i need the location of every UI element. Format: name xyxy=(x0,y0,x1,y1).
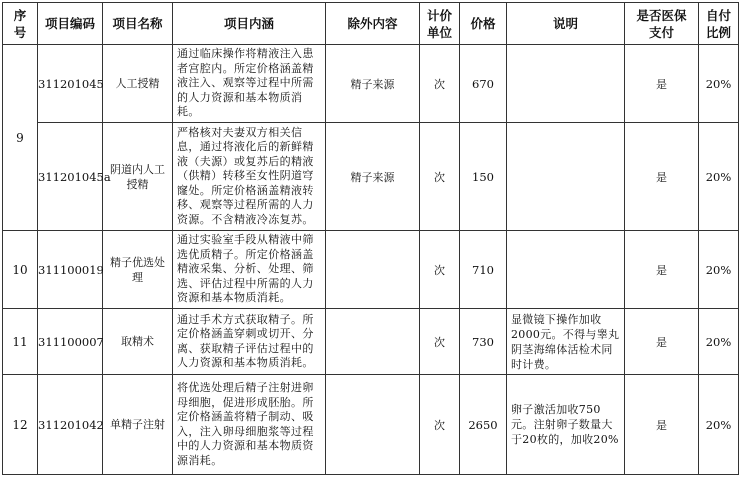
exclusions-cell: 精子来源 xyxy=(326,45,420,123)
unit-cell: 次 xyxy=(420,123,460,231)
exclusions-cell xyxy=(326,375,420,475)
price-cell: 710 xyxy=(460,231,507,309)
header-note: 说明 xyxy=(507,3,625,45)
table-row xyxy=(3,45,739,123)
header-self-pay: 自付 比例 xyxy=(699,3,739,45)
name-cell: 精子优选处理 xyxy=(103,231,173,309)
content-cell: 严格核对夫妻双方相关信息，通过将液化后的新鲜精液（夫源）或复苏后的精液（供精）转移至女性阴道穹窿处。所定价格涵盖精液转移、观察等过程所需的人力资源。不含精液冷冻复苏。 xyxy=(173,123,326,231)
self-pay-cell: 20% xyxy=(699,309,739,375)
name-cell: 单精子注射 xyxy=(103,375,173,475)
insurance-cell: 是 xyxy=(625,231,699,309)
unit-cell: 次 xyxy=(420,309,460,375)
header-name: 项目名称 xyxy=(103,3,173,45)
note-cell: 卵子激活加收750元。注射卵子数量大于20枚的，加收20% xyxy=(507,375,625,475)
seq-cell: 11 xyxy=(3,309,38,375)
table-row xyxy=(3,123,739,231)
header-row xyxy=(3,3,739,45)
code-cell: 311100007 xyxy=(38,309,103,375)
seq-cell: 9 xyxy=(3,45,38,231)
content-cell: 通过实验室手段从精液中筛选优质精子。所定价格涵盖精液采集、分析、处理、筛选、评估过程中所需的人力资源和基本物质消耗。 xyxy=(173,231,326,309)
insurance-cell: 是 xyxy=(625,45,699,123)
self-pay-cell: 20% xyxy=(699,123,739,231)
unit-cell: 次 xyxy=(420,375,460,475)
unit-cell: 次 xyxy=(420,45,460,123)
exclusions-cell: 精子来源 xyxy=(326,123,420,231)
seq-cell: 12 xyxy=(3,375,38,475)
code-cell: 311201045 xyxy=(38,45,103,123)
unit-cell: 次 xyxy=(420,231,460,309)
note-cell xyxy=(507,123,625,231)
self-pay-cell: 20% xyxy=(699,45,739,123)
code-cell: 311201042 xyxy=(38,375,103,475)
content-cell: 通过手术方式获取精子。所定价格涵盖穿刺或切开、分离、获取精子评估过程中的人力资源和基本物质消耗。 xyxy=(173,309,326,375)
insurance-cell: 是 xyxy=(625,309,699,375)
note-cell: 显微镜下操作加收2000元。不得与睾丸阴茎海绵体活检术同时计费。 xyxy=(507,309,625,375)
self-pay-cell: 20% xyxy=(699,375,739,475)
name-cell: 人工授精 xyxy=(103,45,173,123)
header-price: 价格 xyxy=(460,3,507,45)
pricing-table xyxy=(2,2,739,475)
seq-cell: 10 xyxy=(3,231,38,309)
price-cell: 150 xyxy=(460,123,507,231)
table-row xyxy=(3,309,739,375)
note-cell xyxy=(507,45,625,123)
price-cell: 670 xyxy=(460,45,507,123)
content-cell: 将优选处理后精子注射进卵母细胞，促进形成胚胎。所定价格涵盖将精子制动、吸入，注入卵母细胞浆等过程中的人力资源和基本物质资源消耗。 xyxy=(173,375,326,475)
header-seq: 序 号 xyxy=(3,3,38,45)
content-cell: 通过临床操作将精液注入患者宫腔内。所定价格涵盖精液注入、观察等过程中所需的人力资源和基本物质消耗。 xyxy=(173,45,326,123)
name-cell: 取精术 xyxy=(103,309,173,375)
code-cell: 311100019 xyxy=(38,231,103,309)
note-cell xyxy=(507,231,625,309)
table-row xyxy=(3,375,739,475)
exclusions-cell xyxy=(326,309,420,375)
insurance-cell: 是 xyxy=(625,375,699,475)
header-content: 项目内涵 xyxy=(173,3,326,45)
header-unit: 计价 单位 xyxy=(420,3,460,45)
code-cell: 311201045a xyxy=(38,123,103,231)
table-row xyxy=(3,231,739,309)
header-exclusions: 除外内容 xyxy=(326,3,420,45)
header-insurance: 是否医保 支付 xyxy=(625,3,699,45)
name-cell: 阴道内人工授精 xyxy=(103,123,173,231)
price-cell: 730 xyxy=(460,309,507,375)
insurance-cell: 是 xyxy=(625,123,699,231)
exclusions-cell xyxy=(326,231,420,309)
self-pay-cell: 20% xyxy=(699,231,739,309)
price-cell: 2650 xyxy=(460,375,507,475)
header-code: 项目编码 xyxy=(38,3,103,45)
